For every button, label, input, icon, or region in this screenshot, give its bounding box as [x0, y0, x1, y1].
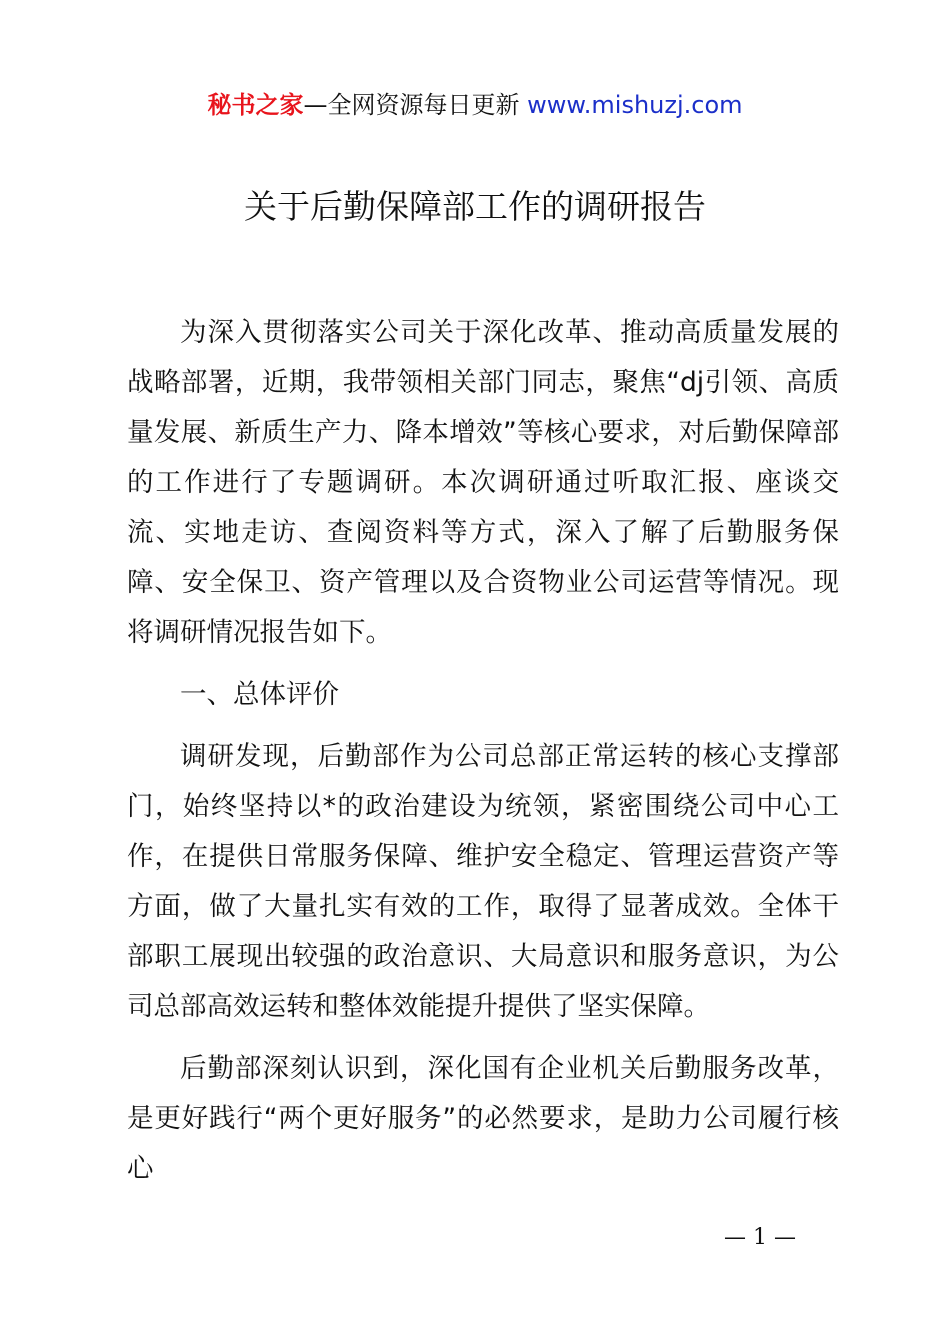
header-tagline: —全网资源每日更新 — [303, 91, 520, 119]
body-paragraph: 调研发现，后勤部作为公司总部正常运转的核心支撑部门，始终坚持以*的政治建设为统领，紧密围绕公司中心工作，在提供日常服务保障、维护安全稳定、管理运营资产等方面，做了大量扎实有效的工作，取得了显著成效。全体干部职工展现出较强的政治意识、大局意识和服务意识，为公司总部高效运转和整体效能提升提供了坚实保障。 — [127, 741, 839, 1022]
body-paragraph: 后勤部深刻认识到，深化国有企业机关后勤服务改革，是更好践行“两个更好服务”的必然要求，是助力公司履行核心 — [127, 1053, 839, 1184]
document-body — [127, 308, 839, 1194]
brand-name: 秘书之家 — [207, 91, 304, 119]
section-heading-overall-evaluation: 一、总体评价 — [180, 679, 339, 710]
intro-paragraph: 为深入贯彻落实公司关于深化改革、推动高质量发展的战略部署，近期，我带领相关部门同志，聚焦“dj引领、高质量发展、新质生产力、降本增效”等核心要求，对后勤保障部的工作进行了专题调研。本次调研通过听取汇报、座谈交流、实地走访、查阅资料等方式，深入了解了后勤服务保障、安全保卫、资产管理以及合资物业公司运营等情况。现将调研情况报告如下。 — [127, 317, 839, 648]
site-header — [0, 86, 950, 124]
site-url-link[interactable]: www.mishuzj.com — [527, 91, 743, 119]
page-number: — 1 — — [724, 1225, 796, 1250]
document-title: 关于后勤保障部工作的调研报告 — [244, 187, 706, 226]
